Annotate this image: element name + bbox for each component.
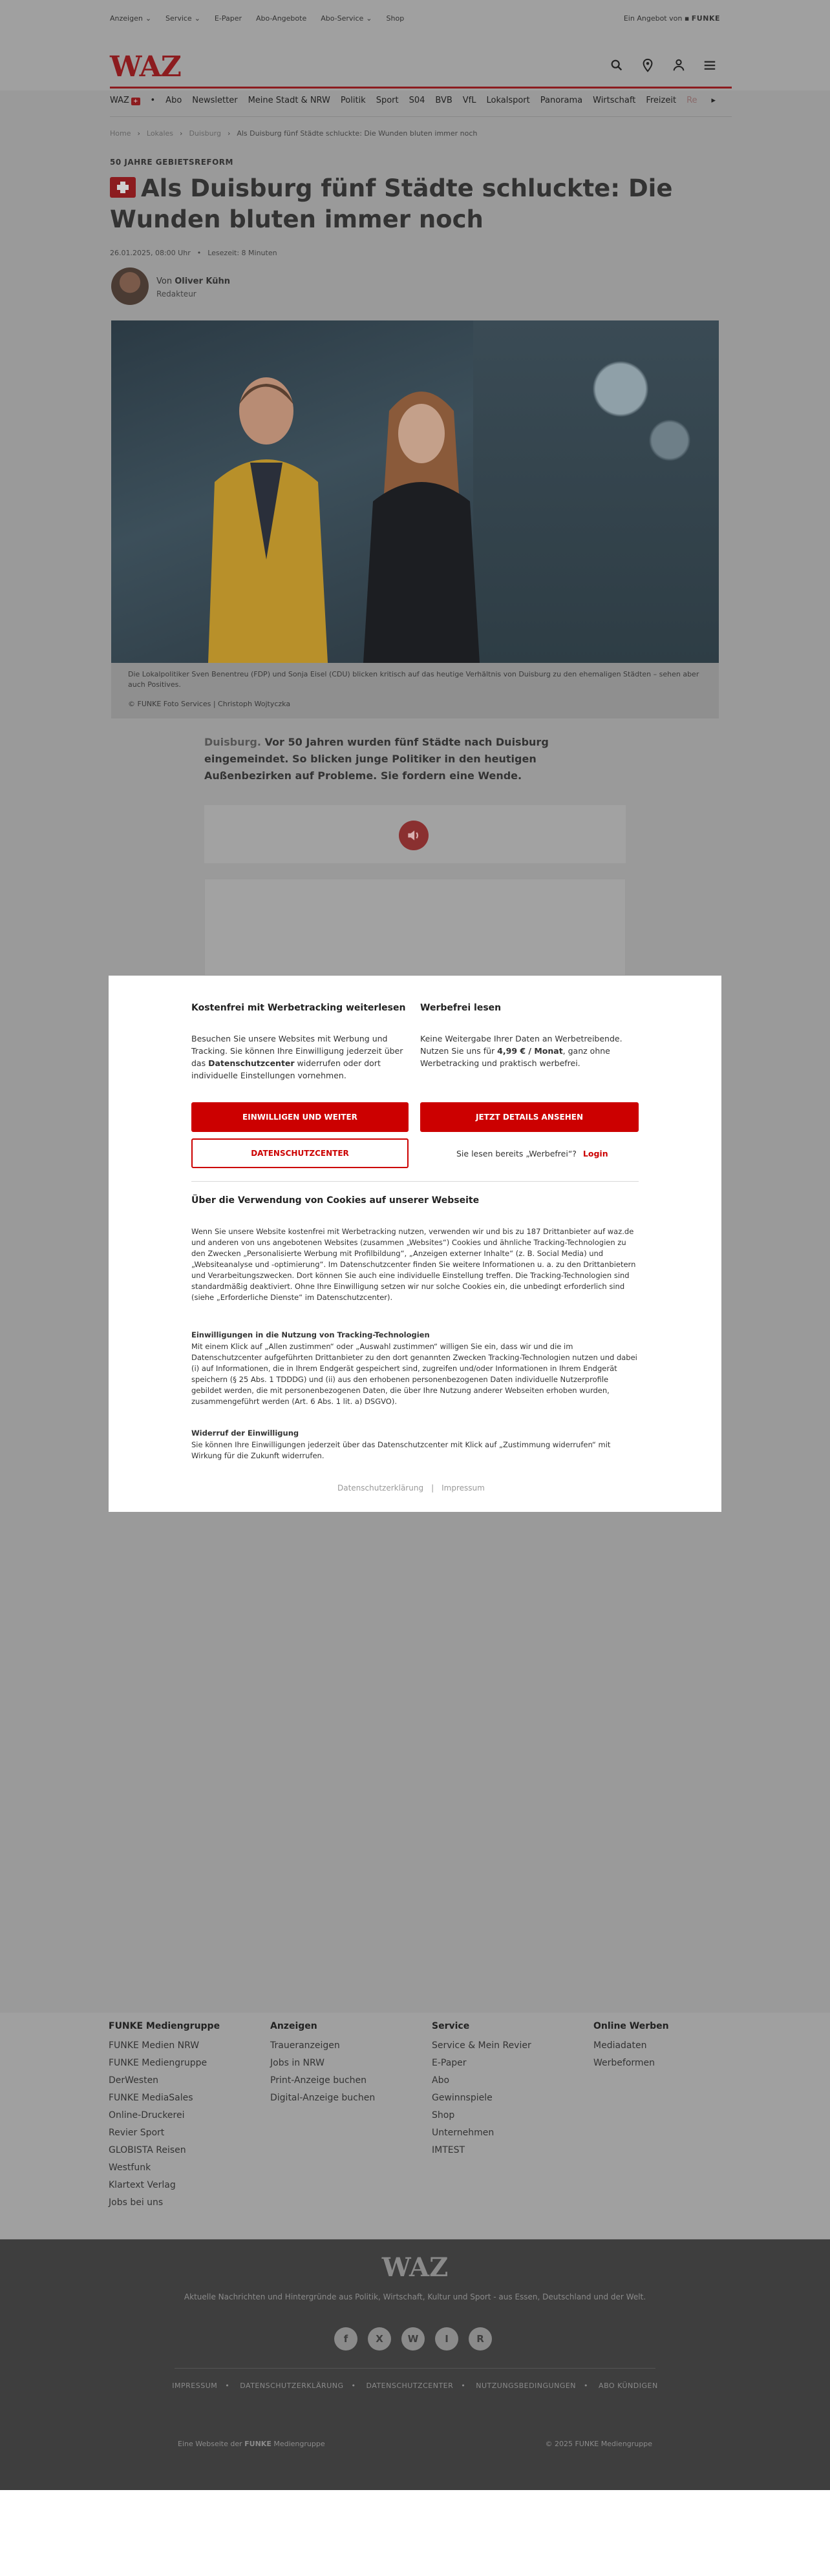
rss-icon[interactable]: R (469, 2327, 492, 2351)
nav-divider (110, 116, 732, 117)
cookie-section-title: Über die Verwendung von Cookies auf unserer Webseite (191, 1195, 480, 1206)
speaker-icon[interactable] (399, 821, 429, 850)
header-divider (110, 87, 732, 89)
breadcrumb (110, 129, 477, 138)
nav-item-politik[interactable]: Politik (340, 96, 366, 105)
nav-item-waz-plus[interactable]: WAZ + (110, 96, 140, 105)
details-button[interactable]: JETZT DETAILS ANSEHEN (420, 1102, 639, 1132)
consent-left-title: Kostenfrei mit Werbetracking weiterlesen (191, 1003, 406, 1013)
author-role: Redakteur (156, 289, 197, 298)
imprint-link[interactable]: Impressum (442, 1483, 485, 1492)
breadcrumb-separator: › (180, 129, 183, 138)
nav-item-bvb[interactable]: BVB (435, 96, 452, 105)
consent-usage-heading: Einwilligungen in die Nutzung von Tracking-Technologien (191, 1330, 430, 1339)
footer-link[interactable]: Traueranzeigen (270, 2040, 340, 2051)
topnav-shop[interactable]: Shop (386, 14, 405, 23)
nav-item-vfl[interactable]: VfL (462, 96, 476, 105)
waz-logo[interactable]: WAZ (110, 50, 181, 83)
footer-link[interactable]: Jobs in NRW (270, 2058, 325, 2068)
article-kicker: 50 JAHRE GEBIETSREFORM (110, 158, 233, 167)
header-icons (610, 58, 717, 72)
consent-divider (191, 1181, 639, 1182)
facebook-icon[interactable]: f (334, 2327, 357, 2351)
consent-dialog (109, 976, 721, 1512)
privacy-center-link[interactable]: Datenschutzcenter (208, 1058, 295, 1068)
plus-badge: + (131, 98, 140, 105)
menu-hamburger-icon[interactable] (703, 58, 717, 72)
social-links (334, 2327, 492, 2351)
nav-item-freizeit[interactable]: Freizeit (646, 96, 677, 105)
author-name[interactable]: Oliver Kühn (175, 277, 231, 286)
breadcrumb-separator: › (137, 129, 140, 138)
breadcrumb-lokales[interactable]: Lokales (146, 129, 174, 138)
image-caption (111, 663, 719, 718)
legal-nutzungsbedingungen[interactable]: NUTZUNGSBEDINGUNGEN (476, 2382, 577, 2390)
footer-link[interactable]: Jobs bei uns (109, 2197, 164, 2208)
nav-item-sport[interactable]: Sport (376, 96, 399, 105)
chevron-right-icon[interactable]: ▸ (711, 96, 716, 105)
footer-col-online-werben: Online Werben Mediadaten Werbeformen (593, 2021, 669, 2068)
speaker-glyph-icon (405, 827, 422, 844)
footer-link[interactable]: GLOBISTA Reisen (109, 2145, 186, 2155)
privacy-center-button[interactable]: DATENSCHUTZCENTER (191, 1138, 409, 1168)
already-subscriber-note: Sie lesen bereits „Werbefrei“? Login (456, 1149, 608, 1158)
consent-footer-links: Datenschutzerklärung | Impressum (337, 1483, 485, 1492)
search-icon[interactable] (610, 58, 624, 72)
photo-credit: © FUNKE Foto Services | Christoph Wojtyczka (128, 700, 291, 708)
article-date: 26.01.2025, 08:00 Uhr (110, 249, 191, 257)
top-utility-nav (110, 14, 404, 23)
footer-col-funke: FUNKE Mediengruppe FUNKE Medien NRW FUNKE Mediengruppe DerWesten FUNKE MediaSales Online-Druckerei Revier Sport GLOBISTA Reisen Westfunk Klartext Verlag Jobs bei uns (109, 2021, 220, 2208)
footer-col-service: Service Service & Mein Revier E-Paper Abo Gewinnspiele Shop Unternehmen IMTEST (432, 2021, 531, 2155)
consent-right-text: Keine Weitergabe Ihrer Daten an Werbetreibende. Nutzen Sie uns für 4,99 € / Monat, ganz ohne Werbetracking und praktisch werbefrei. (420, 1034, 622, 1068)
cookie-paragraph-1: Wenn Sie unsere Website kostenfrei mit Werbetracking nutzen, verwenden wir und bis zu 187 Drittanbieter auf waz.de und anderen von uns angebotenen Websites (zusammen „Websites“) Cookies und ähnliche Tracking-Technologien zu den Zwecken „Personalisierte Werbung mit Profilbildung“, „Anzeigen externer Inhalte“ (z. B. Social Media) und „Websiteanalyse und -optimierung“. Im Datenschutzcenter finden Sie weitere Informationen u. a. zu den Drittanbietern und Verarbeitungszwecken. Dort können Sie auch eine individuelle Einstellung treffen. Die Tracking-Technologien sind standardmäßig deaktiviert. Ohne Ihre Einwilligung setzen wir nur solche Cookies ein, die unbedingt erforderlich sind (siehe „Erforderliche Dienste“ im Datenschutzcenter). (191, 1227, 636, 1302)
chevron-down-icon: ⌄ (194, 14, 200, 23)
funke-brand-note[interactable]: Ein Angebot von ▪ FUNKE (623, 14, 720, 23)
nav-item-meine-stadt[interactable]: Meine Stadt & NRW (248, 96, 330, 105)
topnav-service[interactable]: Service ⌄ (165, 14, 200, 23)
topnav-abo-angebote[interactable]: Abo-Angebote (256, 14, 307, 23)
breadcrumb-home[interactable]: Home (110, 129, 131, 138)
footer-link[interactable]: Mediadaten (593, 2040, 647, 2051)
legal-abo-kuendigen[interactable]: ABO KÜNDIGEN (599, 2382, 658, 2390)
location-pin-icon[interactable] (641, 58, 655, 72)
topnav-anzeigen[interactable]: Anzeigen ⌄ (110, 14, 152, 23)
person-man-illustration (182, 366, 344, 663)
footer-logo[interactable]: WAZ (381, 2252, 449, 2283)
footer-link[interactable]: Shop (432, 2110, 455, 2120)
nav-item-abo[interactable]: Abo (165, 96, 182, 105)
footer-link[interactable]: Online-Druckerei (109, 2110, 185, 2120)
cookie-paragraph-3: Sie können Ihre Einwilligungen jederzeit über das Datenschutzcenter mit Klick auf „Zustimmung widerrufen“ mit Wirkung für die Zukunft widerrufen. (191, 1440, 611, 1460)
nav-item-truncated[interactable]: Re (686, 96, 697, 105)
footer-link[interactable]: IMTEST (432, 2145, 465, 2155)
caption-text: Die Lokalpolitiker Sven Benentreu (FDP) und Sonja Eisel (CDU) blicken kritisch auf das heutige Verhältnis von Duisburg zu den ehemaligen Städten – sehen aber auch Positives. (128, 670, 699, 689)
chevron-down-icon: ⌄ (366, 14, 372, 23)
breadcrumb-separator: › (227, 129, 231, 138)
privacy-policy-link[interactable]: Datenschutzerklärung (337, 1483, 424, 1492)
author-avatar[interactable] (111, 267, 149, 305)
nav-item-wirtschaft[interactable]: Wirtschaft (593, 96, 636, 105)
article-meta: 26.01.2025, 08:00 Uhr • Lesezeit: 8 Minuten (110, 249, 277, 257)
cookie-paragraph-2: Mit einem Klick auf „Allen zustimmen“ oder „Auswahl zustimmen“ willigen Sie ein, dass wir und die im Datenschutzcenter aufgeführten Drittanbieter zu den dort genannten Zwecken Tracking-Technologien nutzen und dabei (i) auf Informationen, die in Ihrem Endgerät gespeichert sind, zugreifen und/oder Informationen in Ihrem Endgerät speichern (§ 25 Abs. 1 TDDDG) und (ii) aus den erhobenen personenbezogenen Daten individuelle Nutzerprofile gebildet werden, die mit personenbezogenen Daten, die über Ihre Nutzung anderer Webseiten erhoben wurden, zusammengeführt werden (Art. 6 Abs. 1 lit. a) DSGVO). (191, 1342, 637, 1406)
nav-item-newsletter[interactable]: Newsletter (192, 96, 238, 105)
footer-link[interactable]: Gewinnspiele (432, 2093, 493, 2103)
footer-link[interactable]: FUNKE Medien NRW (109, 2040, 200, 2051)
footer-link[interactable]: Revier Sport (109, 2128, 165, 2138)
revocation-heading: Widerruf der Einwilligung (191, 1429, 299, 1438)
author-byline: Von Oliver Kühn (156, 277, 231, 286)
whatsapp-icon[interactable]: W (401, 2327, 425, 2351)
footer-link[interactable]: E-Paper (432, 2058, 467, 2068)
person-woman-illustration (344, 385, 499, 663)
instagram-icon[interactable]: I (435, 2327, 458, 2351)
article-lead (204, 734, 626, 784)
breadcrumb-duisburg[interactable]: Duisburg (189, 129, 221, 138)
footer-link[interactable]: Werbeformen (593, 2058, 655, 2068)
lead-location: Duisburg. (204, 736, 261, 748)
footer-link[interactable]: FUNKE MediaSales (109, 2093, 193, 2103)
article-title: Als Duisburg fünf Städte schluckte: Die Wunden bluten immer noch (110, 174, 673, 233)
footer-link[interactable]: Abo (432, 2075, 450, 2086)
accept-button[interactable]: EINWILLIGEN UND WEITER (191, 1102, 409, 1132)
dot-separator: • (150, 96, 156, 105)
reading-time: Lesezeit: 8 Minuten (208, 249, 277, 257)
legal-impressum[interactable]: IMPRESSUM (172, 2382, 218, 2390)
legal-links: IMPRESSUM • DATENSCHUTZERKLÄRUNG • DATENSCHUTZCENTER • NUTZUNGSBEDINGUNGEN • ABO KÜNDIGEN (172, 2382, 658, 2390)
legal-datenschutzerklaerung[interactable]: DATENSCHUTZERKLÄRUNG (240, 2382, 344, 2390)
chevron-down-icon: ⌄ (145, 14, 152, 23)
funke-logo-icon: ▪ (684, 14, 690, 23)
topnav-abo-service[interactable]: Abo-Service ⌄ (321, 14, 372, 23)
main-navigation (110, 96, 716, 105)
footer-divider (175, 2368, 655, 2369)
consent-left-text: Besuchen Sie unsere Websites mit Werbung und Tracking. Sie können Ihre Einwilligung jederzeit über das Datenschutzcenter widerrufen oder dort individuelle Einstellungen vornehmen. (191, 1034, 403, 1080)
ad-placeholder (204, 879, 626, 976)
legal-datenschutzcenter[interactable]: DATENSCHUTZCENTER (366, 2382, 454, 2390)
breadcrumb-current: Als Duisburg fünf Städte schluckte: Die Wunden bluten immer noch (237, 129, 478, 138)
lead-text: Vor 50 Jahren wurden fünf Städte nach Duisburg eingemeindet. So blicken junge Politiker in den heutigen Außenbezirken auf Probleme. Sie fordern eine Wende. (204, 736, 549, 782)
price: 4,99 € / Monat (497, 1046, 563, 1056)
footer-link[interactable]: Service & Mein Revier (432, 2040, 531, 2051)
user-account-icon[interactable] (672, 58, 686, 72)
plus-content-icon (110, 177, 136, 198)
nav-item-lokalsport[interactable]: Lokalsport (486, 96, 530, 105)
background-lights (473, 320, 719, 663)
footer-link[interactable]: Unternehmen (432, 2128, 495, 2138)
nav-item-panorama[interactable]: Panorama (540, 96, 583, 105)
login-link[interactable]: Login (582, 1149, 608, 1158)
nav-item-s04[interactable]: S04 (409, 96, 425, 105)
consent-right-title: Werbefrei lesen (420, 1003, 502, 1013)
hero-image (111, 320, 719, 663)
copyright: © 2025 FUNKE Mediengruppe (545, 2440, 652, 2448)
footer-link[interactable]: DerWesten (109, 2075, 159, 2086)
x-twitter-icon[interactable]: X (368, 2327, 391, 2351)
footer-tagline: Aktuelle Nachrichten und Hintergründe aus Politik, Wirtschaft, Kultur und Sport - aus Essen, Deutschland und der Welt. (184, 2292, 646, 2301)
footer-col-anzeigen: Anzeigen Traueranzeigen Jobs in NRW Print-Anzeige buchen Digital-Anzeige buchen (270, 2021, 376, 2103)
footer-link[interactable]: Digital-Anzeige buchen (270, 2093, 376, 2103)
footer-link[interactable]: Westfunk (109, 2162, 151, 2173)
topnav-epaper[interactable]: E-Paper (214, 14, 242, 23)
footer-publisher-note: Eine Webseite der FUNKE Mediengruppe (178, 2440, 325, 2448)
page-end (0, 2490, 830, 2576)
footer-link[interactable]: Print-Anzeige buchen (270, 2075, 367, 2086)
footer-link[interactable]: Klartext Verlag (109, 2180, 176, 2190)
footer-link[interactable]: FUNKE Mediengruppe (109, 2058, 208, 2068)
